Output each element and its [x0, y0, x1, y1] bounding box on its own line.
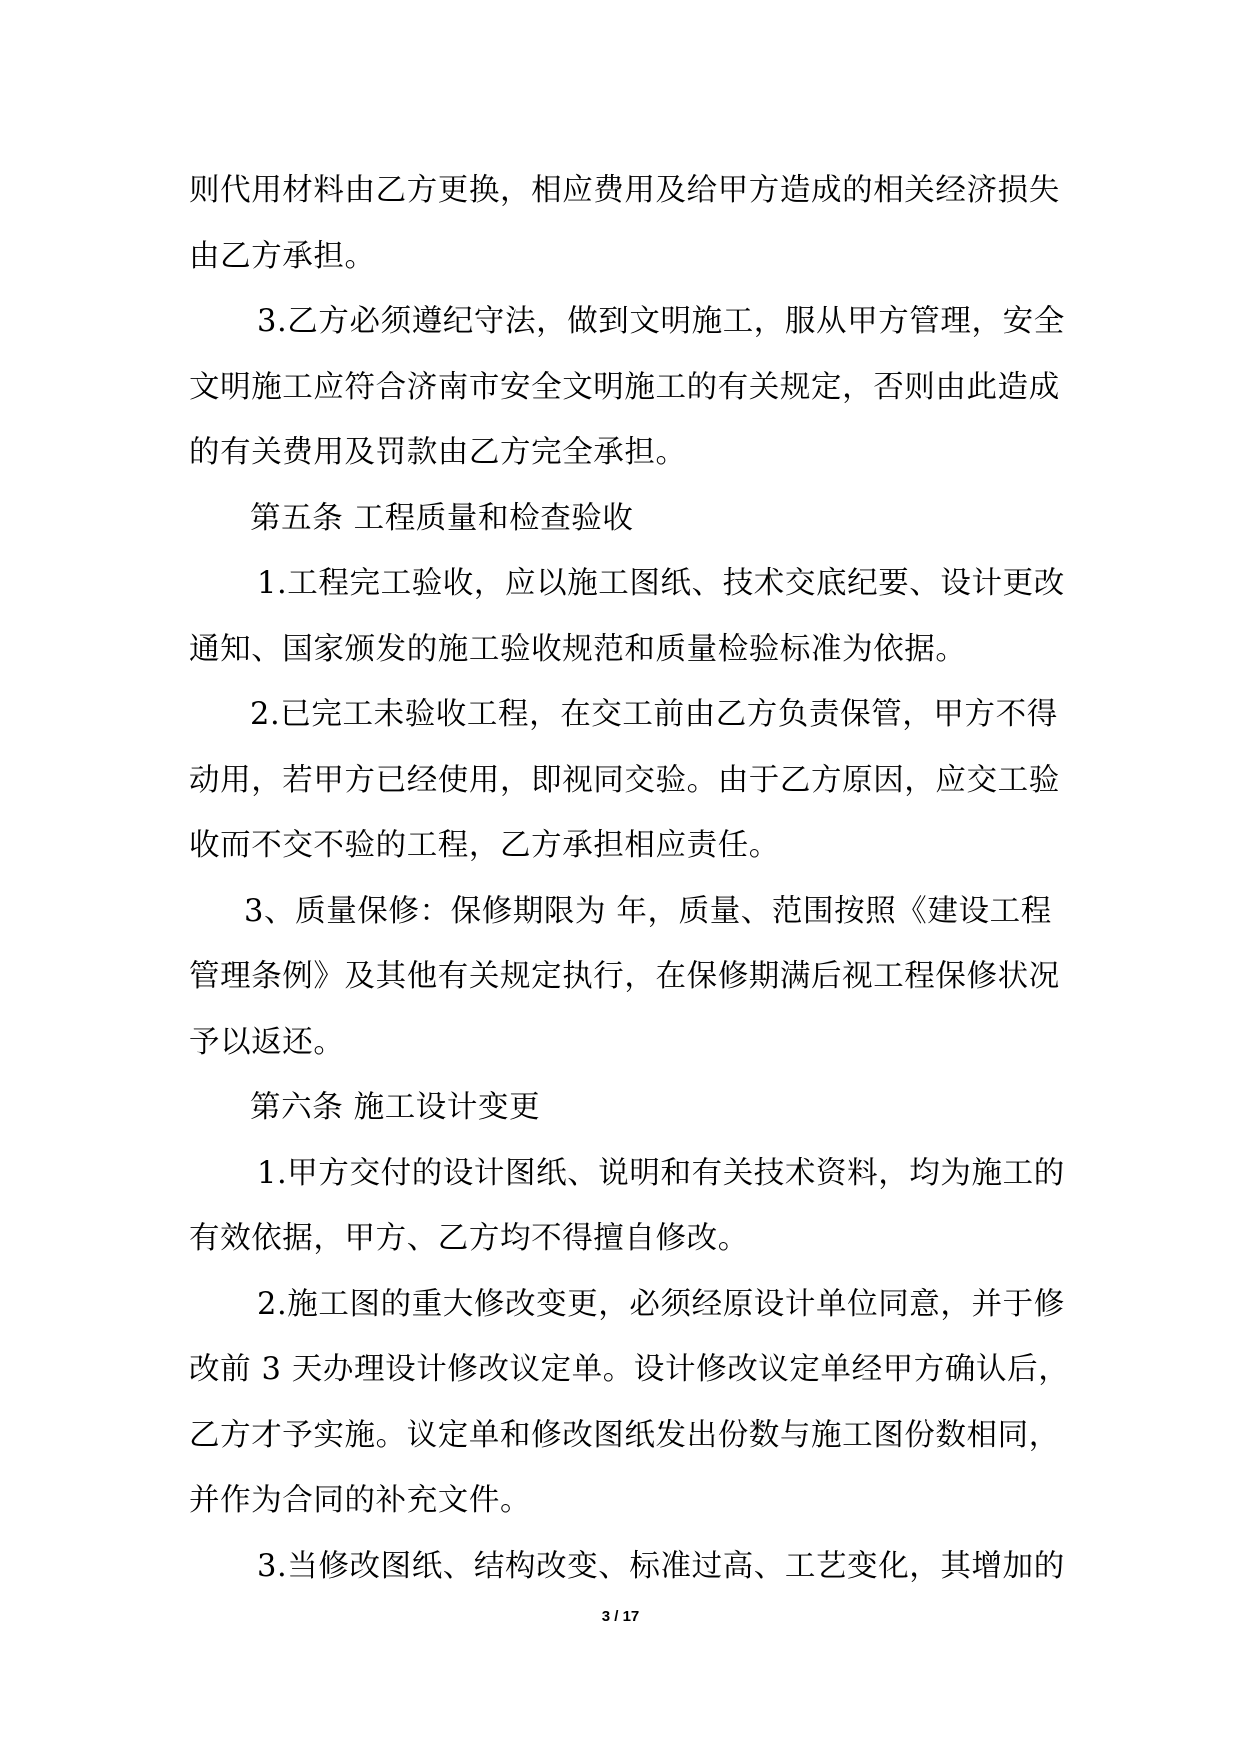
text-line: 有效依据，甲方、乙方均不得擅自修改。	[189, 1221, 749, 1256]
clause-item: 2.已完工未验收工程，在交工前由乙方负责保管，甲方不得	[250, 697, 1058, 732]
text-line: 由乙方承担。	[189, 238, 376, 274]
page-number: 3 / 17	[601, 1608, 640, 1625]
text-line: 管理条例》及其他有关规定执行，在保修期满后视工程保修状况	[189, 959, 1060, 994]
text-line: 并作为合同的补充文件。	[189, 1483, 532, 1518]
document-body	[189, 158, 1070, 1599]
text-line: 的有关费用及罚款由乙方完全承担。	[189, 435, 687, 470]
section-heading-article-5: 第五条 工程质量和检查验收	[250, 500, 634, 536]
text-line: 改前 3 天办理设计修改议定单。设计修改议定单经甲方确认后，	[189, 1352, 1070, 1387]
clause-item: 2.施工图的重大修改变更，必须经原设计单位同意，并于修	[257, 1286, 1065, 1322]
text-line: 通知、国家颁发的施工验收规范和质量检验标准为依据。	[189, 631, 967, 667]
text-line: 予以返还。	[189, 1024, 345, 1060]
clause-item: 3.当修改图纸、结构改变、标准过高、工艺变化，其增加的	[257, 1548, 1065, 1584]
text-line: 收而不交不验的工程，乙方承担相应责任。	[189, 828, 780, 863]
clause-item: 1.甲方交付的设计图纸、说明和有关技术资料，均为施工的	[257, 1155, 1065, 1191]
text-line: 动用，若甲方已经使用，即视同交验。由于乙方原因，应交工验	[189, 762, 1060, 798]
section-heading-article-6: 第六条 施工设计变更	[250, 1090, 541, 1125]
clause-item: 1.工程完工验收，应以施工图纸、技术交底纪要、设计更改	[257, 566, 1065, 601]
text-line: 文明施工应符合济南市安全文明施工的有关规定，否则由此造成	[189, 369, 1060, 405]
text-line: 则代用材料由乙方更换，相应费用及给甲方造成的相关经济损失	[189, 173, 1060, 208]
clause-item: 3、质量保修：保修期限为 年，质量、范围按照《建设工程	[244, 893, 1052, 929]
text-line: 乙方才予实施。议定单和修改图纸发出份数与施工图份数相同，	[189, 1417, 1060, 1453]
clause-item: 3.乙方必须遵纪守法，做到文明施工，服从甲方管理，安全	[257, 304, 1065, 339]
